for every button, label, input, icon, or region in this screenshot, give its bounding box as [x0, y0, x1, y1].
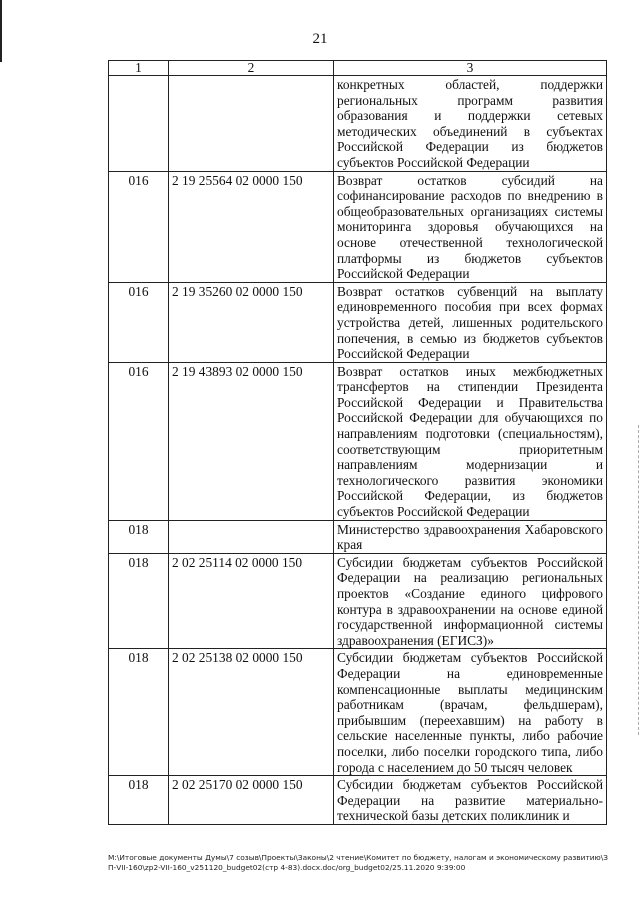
admin-code-cell: 018	[109, 553, 169, 649]
kbk-code-cell: 2 19 25564 02 0000 150	[169, 171, 334, 282]
kbk-code-cell	[169, 76, 334, 172]
header-col-1: 1	[109, 61, 169, 76]
budget-classification-table	[108, 60, 607, 825]
kbk-code-cell: 2 19 35260 02 0000 150	[169, 282, 334, 362]
admin-code-cell: 016	[109, 282, 169, 362]
description-cell: Субсидии бюджетам субъектов Российской Федерации на реализацию региональных проектов «Создание единого цифрового контура в здравоохранении на основе единой государственной информационной системы здравоохранения (ЕГИСЗ)»	[334, 553, 607, 649]
table-header-row	[109, 61, 607, 76]
table-row	[109, 649, 607, 776]
admin-code-cell: 018	[109, 649, 169, 776]
description-cell: Министерство здравоохранения Хабаровского края	[334, 520, 607, 553]
kbk-code-cell: 2 19 43893 02 0000 150	[169, 362, 334, 520]
kbk-code-cell: 2 02 25114 02 0000 150	[169, 553, 334, 649]
table-row	[109, 362, 607, 520]
kbk-code-cell	[169, 520, 334, 553]
margin-mark	[637, 425, 639, 735]
description-cell: Возврат остатков субсидий на софинансирование расходов по внедрению в общеобразовательных организациях системы мониторинга здоровья обучающихся на основе отечественной технологической платформы из бюджетов субъектов Российской Федерации	[334, 171, 607, 282]
description-cell: Субсидии бюджетам субъектов Российской Федерации на развитие материально-технической базы детских поликлиник и	[334, 776, 607, 825]
description-cell: Субсидии бюджетам субъектов Российской Федерации на единовременные компенсационные выплаты медицинским работникам (врачам, фельдшерам), прибывшим (переехавшим) на работу в сельские населенные пункты, либо рабочие поселки, либо поселки городского типа, либо города с населением до 50 тысяч человек	[334, 649, 607, 776]
table-row	[109, 520, 607, 553]
description-cell: Возврат остатков иных межбюджетных трансфертов на стипендии Президента Российской Федерации и Правительства Российской Федерации для обучающихся по направлениям подготовки (специальностям), соответствующим приоритетным направлениям модернизации и технологического развития экономики Российской Федерации, из бюджетов субъектов Российской Федерации	[334, 362, 607, 520]
table-body	[109, 76, 607, 825]
admin-code-cell: 016	[109, 362, 169, 520]
file-path-footer: M:\Итоговые документы Думы\7 созыв\Проекты\Законы\2 чтение\Комитет по бюджету, налогам и экономическому развитию\ЗП-VII-160\zp2-VII-160_v251120_budget02(стр 4-83).docx.doc/org_budget02/25.11.2020 9:39:00	[108, 853, 609, 872]
kbk-code-cell: 2 02 25138 02 0000 150	[169, 649, 334, 776]
admin-code-cell: 018	[109, 776, 169, 825]
admin-code-cell: 018	[109, 520, 169, 553]
kbk-code-cell: 2 02 25170 02 0000 150	[169, 776, 334, 825]
description-cell: Возврат остатков субвенций на выплату единовременного пособия при всех формах устройства детей, лишенных родительского попечения, в семью из бюджетов субъектов Российской Федерации	[334, 282, 607, 362]
table-row	[109, 76, 607, 172]
header-col-2: 2	[169, 61, 334, 76]
table-row	[109, 776, 607, 825]
admin-code-cell: 016	[109, 171, 169, 282]
page-number: 21	[312, 31, 328, 47]
header-col-3: 3	[334, 61, 607, 76]
table-row	[109, 282, 607, 362]
description-cell: конкретных областей, поддержки региональных программ развития образования и поддержки сетевых методических объединений в субъектах Российской Федерации из бюджетов субъектов Российской Федерации	[334, 76, 607, 172]
table-row	[109, 553, 607, 649]
table-row	[109, 171, 607, 282]
admin-code-cell	[109, 76, 169, 172]
